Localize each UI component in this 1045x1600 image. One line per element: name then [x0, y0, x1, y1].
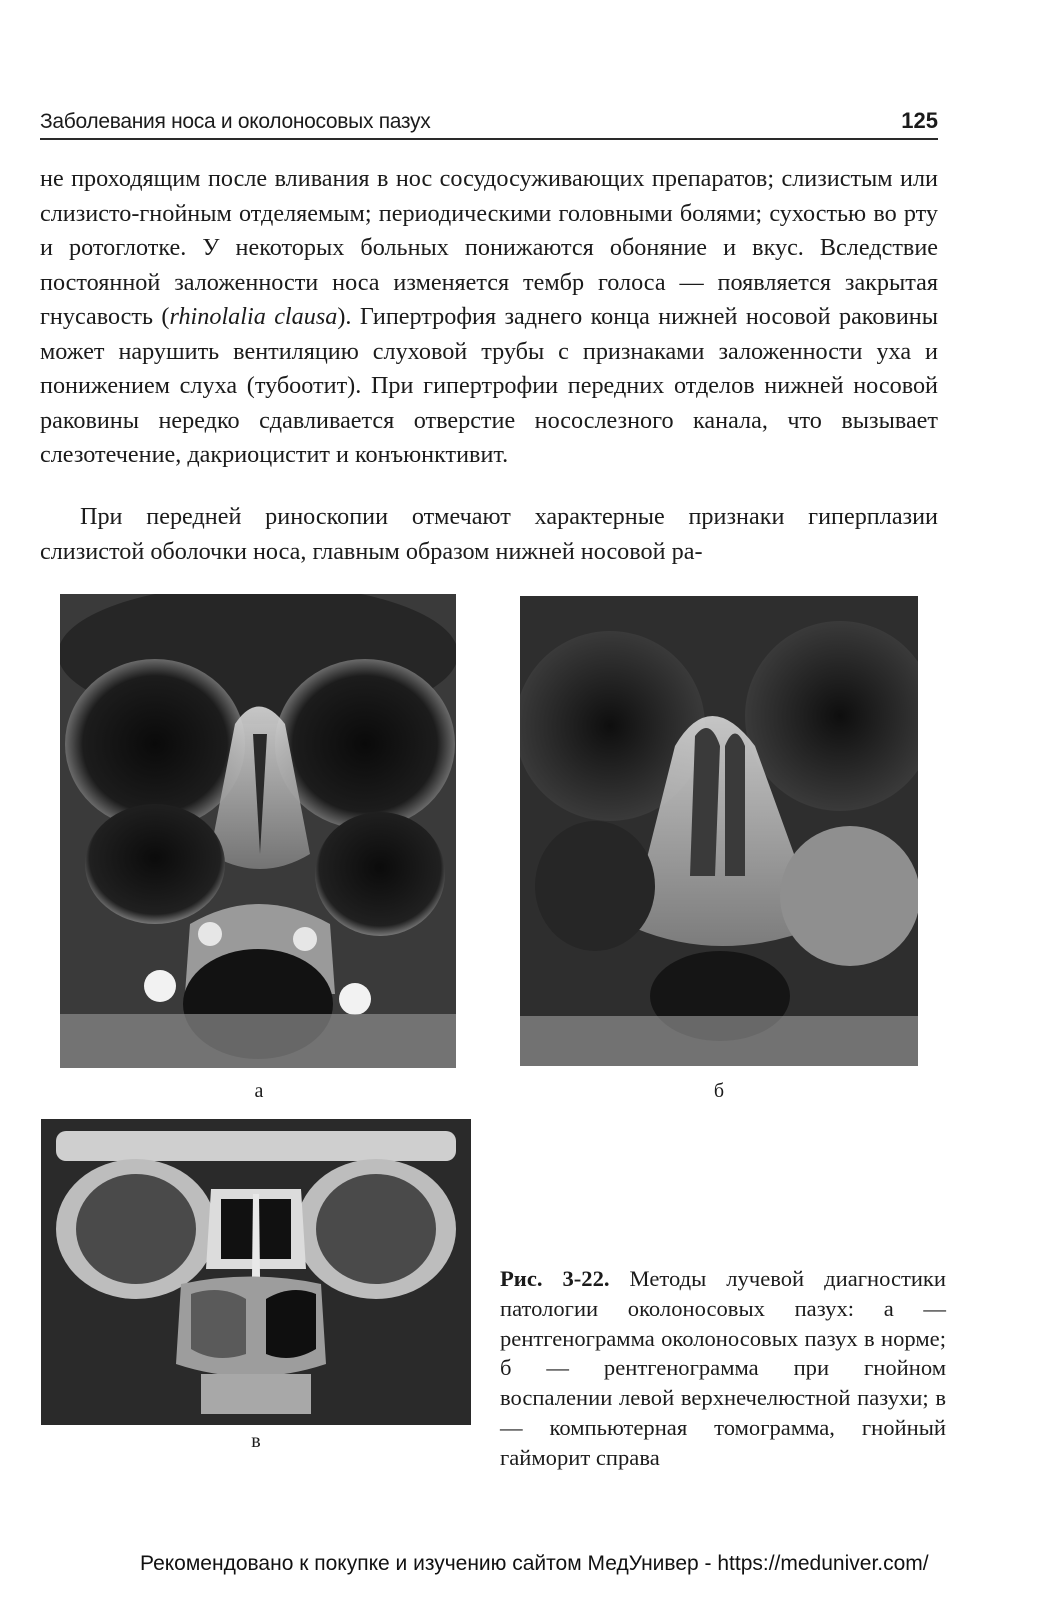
xray-normal-image — [60, 594, 456, 1068]
figure-label-a: а — [254, 1080, 264, 1102]
figure-label-b: б — [713, 1080, 725, 1102]
figure-number: Рис. 3-22. — [500, 1266, 610, 1291]
figure-caption — [500, 1264, 946, 1473]
xray-sinusitis-image — [520, 596, 918, 1066]
figure-caption-text: Методы лучевой диагностики патологии околоносовых пазух: а — рентгенограмма околоносовых пазух в норме; б — рентгенограмма при гнойном воспалении левой верхнечелюстной пазухи; в — компьютерная томограмма, гнойный гайморит справа — [500, 1266, 947, 1470]
figure-label-c: в — [251, 1430, 261, 1452]
latin-term: rhinolalia clausa — [169, 303, 338, 330]
footer-watermark: Рекомендовано к покупке и изучению сайтом МедУнивер - https://meduniver.com/ — [140, 1552, 929, 1575]
running-header — [40, 104, 938, 140]
page-number: 125 — [901, 108, 938, 133]
body-paragraph-1 — [40, 162, 938, 473]
ct-scan-image — [41, 1119, 471, 1425]
paragraph-1-text-2: ). Гипертрофия заднего конца нижней носовой раковины может нарушить вентиляцию слуховой трубы с признаками заложенности уха и понижением слуха (тубоотит). При гипертрофии передних отделов нижней носовой раковины нередко сдавливается отверстие носослезного канала, что вызывает слезотечение, дакриоцистит и конъюнктивит. — [40, 303, 938, 468]
body-paragraph-2: При передней риноскопии отмечают характерные признаки гиперплазии слизистой оболочки носа, главным образом нижней носовой ра- — [40, 503, 938, 565]
running-title: Заболевания носа и околоносовых пазух — [40, 110, 431, 133]
paragraph-1-text-1: не проходящим после вливания в нос сосудосуживающих препаратов; слизистым или слизисто-гнойным отделяемым; периодическими головными болями; сухостью во рту и ротоглотке. У некоторых больных понижаются обоняние и вкус. Вследствие постоянной заложенности носа изменяется тембр голоса — появляется закрытая гнусавость ( — [40, 165, 938, 330]
